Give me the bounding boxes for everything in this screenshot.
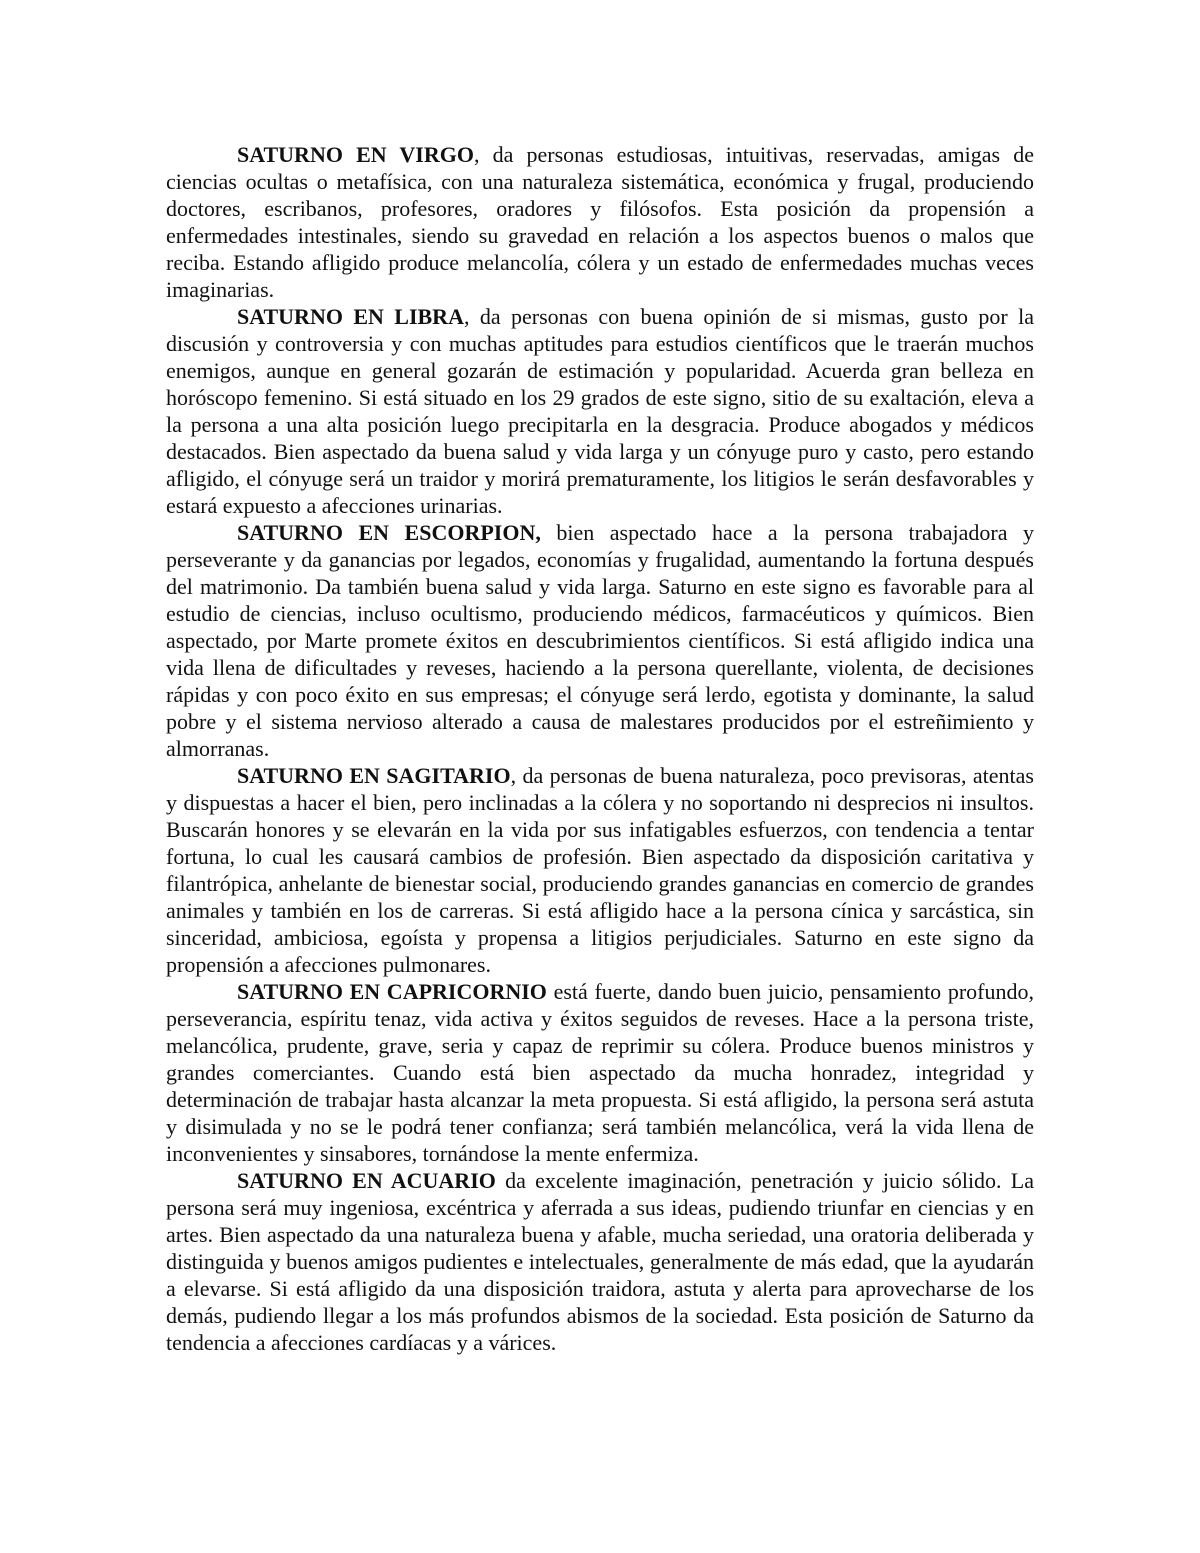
document-page	[166, 141, 1034, 1356]
paragraph-body: está fuerte, dando buen juicio, pensamiento profundo, perseverancia, espíritu tenaz, vida activa y éxitos seguidos de reveses. Hace a la persona triste, melancólica, prudente, grave, seria y capaz de reprimir su cólera. Produce buenos ministros y grandes comerciantes. Cuando está bien aspectado da mucha honradez, integridad y determinación de trabajar hasta alcanzar la meta propuesta. Si está afligido, la persona será astuta y disimulada y no se le podrá tener confianza; será también melancólica, verá la vida llena de inconvenientes y sinsabores, tornándose la mente enfermiza.	[166, 979, 1034, 1166]
paragraph-saturno-en-acuario	[166, 1167, 1034, 1356]
paragraph-heading: SATURNO EN ESCORPION,	[237, 520, 541, 545]
paragraph-heading: SATURNO EN LIBRA	[237, 304, 464, 329]
paragraph-heading: SATURNO EN SAGITARIO	[237, 763, 511, 788]
paragraph-body: , da personas estudiosas, intuitivas, reservadas, amigas de ciencias ocultas o metafísica, con una naturaleza sistemática, económica y frugal, produciendo doctores, escribanos, profesores, oradores y filósofos. Esta posición da propensión a enfermedades intestinales, siendo su gravedad en relación a los aspectos buenos o malos que reciba. Estando afligido produce melancolía, cólera y un estado de enfermedades muchas veces imaginarias.	[166, 142, 1034, 302]
paragraph-heading: SATURNO EN ACUARIO	[237, 1168, 496, 1193]
paragraph-heading: SATURNO EN VIRGO	[237, 142, 474, 167]
paragraph-body: , da personas con buena opinión de si mismas, gusto por la discusión y controversia y con muchas aptitudes para estudios científicos que le traerán muchos enemigos, aunque en general gozarán de estimación y popularidad. Acuerda gran belleza en horóscopo femenino. Si está situado en los 29 grados de este signo, sitio de su exaltación, eleva a la persona a una alta posición luego precipitarla en la desgracia. Produce abogados y médicos destacados. Bien aspectado da buena salud y vida larga y un cónyuge puro y casto, pero estando afligido, el cónyuge será un traidor y morirá prematuramente, los litigios le serán desfavorables y estará expuesto a afecciones urinarias.	[166, 304, 1035, 518]
paragraph-heading: SATURNO EN CAPRICORNIO	[237, 979, 547, 1004]
paragraph-saturno-en-capricornio	[166, 978, 1034, 1167]
paragraph-body: bien aspectado hace a la persona trabajadora y perseverante y da ganancias por legados, economías y frugalidad, aumentando la fortuna después del matrimonio. Da también buena salud y vida larga. Saturno en este signo es favorable para al estudio de ciencias, incluso ocultismo, produciendo médicos, farmacéuticos y químicos. Bien aspectado, por Marte promete éxitos en descubrimientos científicos. Si está afligido indica una vida llena de dificultades y reveses, haciendo a la persona querellante, violenta, de decisiones rápidas y con poco éxito en sus empresas; el cónyuge será lerdo, egotista y dominante, la salud pobre y el sistema nervioso alterado a causa de malestares producidos por el estreñimiento y almorranas.	[166, 520, 1034, 761]
paragraph-saturno-en-escorpion	[166, 519, 1034, 762]
paragraph-saturno-en-virgo	[166, 141, 1034, 303]
paragraph-body: da excelente imaginación, penetración y juicio sólido. La persona será muy ingeniosa, excéntrica y aferrada a sus ideas, pudiendo triunfar en ciencias y en artes. Bien aspectado da una naturaleza buena y afable, mucha seriedad, una oratoria deliberada y distinguida y buenos amigos pudientes e intelectuales, generalmente de más edad, que la ayudarán a elevarse. Si está afligido da una disposición traidora, astuta y alerta para aprovecharse de los demás, pudiendo llegar a los más profundos abismos de la sociedad. Esta posición de Saturno da tendencia a afecciones cardíacas y a várices.	[166, 1168, 1034, 1355]
paragraph-saturno-en-sagitario	[166, 762, 1034, 978]
paragraph-body: , da personas de buena naturaleza, poco previsoras, atentas y dispuestas a hacer el bien, pero inclinadas a la cólera y no soportando ni desprecios ni insultos. Buscarán honores y se elevarán en la vida por sus infatigables esfuerzos, con tendencia a tentar fortuna, lo cual les causará cambios de profesión. Bien aspectado da disposición caritativa y filantrópica, anhelante de bienestar social, produciendo grandes ganancias en comercio de grandes animales y también en los de carreras. Si está afligido hace a la persona cínica y sarcástica, sin sinceridad, ambiciosa, egoísta y propensa a litigios perjudiciales. Saturno en este signo da propensión a afecciones pulmonares.	[166, 763, 1034, 977]
paragraph-saturno-en-libra	[166, 303, 1034, 519]
